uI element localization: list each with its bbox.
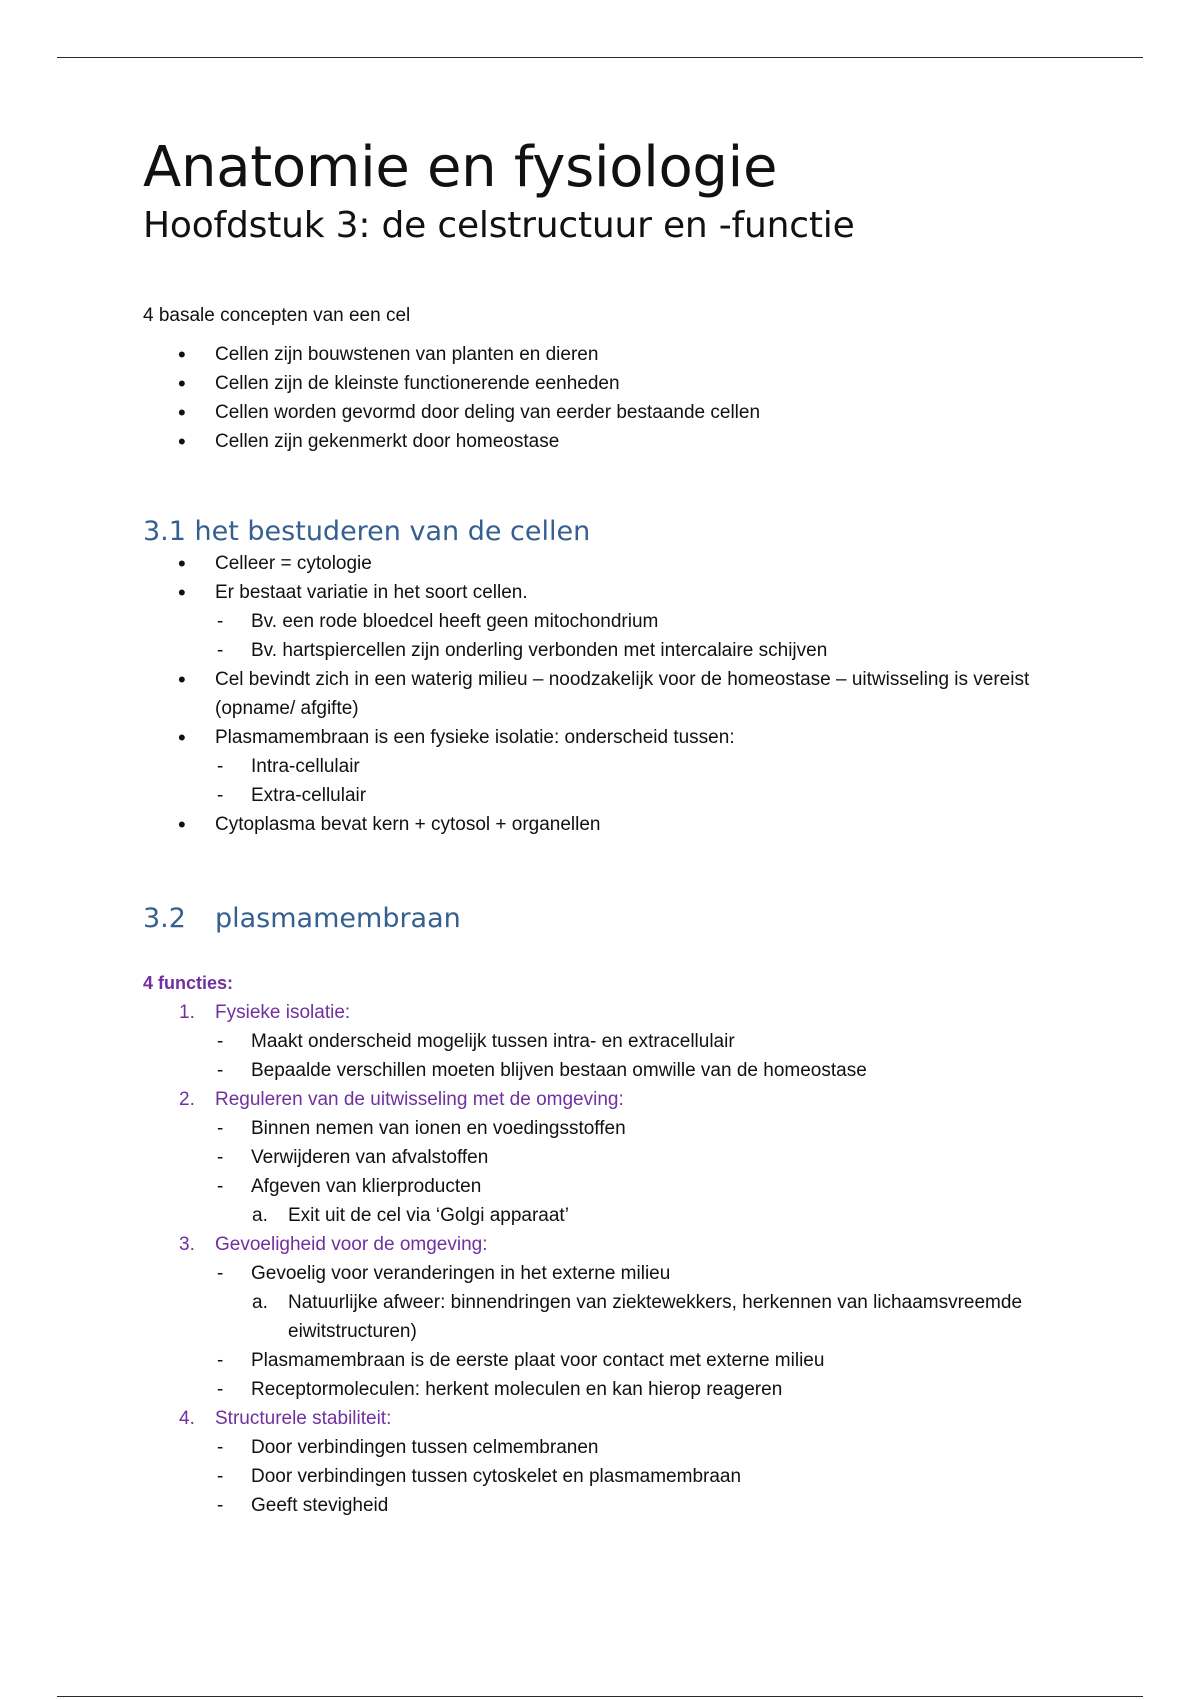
function-item: 3. Gevoeligheid voor de omgeving:: [179, 1233, 488, 1255]
list-item: • Cellen zijn gekenmerkt door homeostase: [178, 429, 560, 455]
sub-sub-list-item: a. Natuurlijke afweer: binnendringen van ziektewekkers, herkennen van lichaamsvreemde eiwitstructuren): [252, 1291, 1023, 1342]
sub-list-item: - Bepaalde verschillen moeten blijven bestaan omwille van de homeostase: [217, 1059, 867, 1081]
sub-list-item: - Bv. een rode bloedcel heeft geen mitochondrium: [217, 610, 659, 632]
top-rule: [57, 57, 1143, 58]
functions-list: [143, 998, 1073, 1520]
list-item: • Cellen worden gevormd door deling van eerder bestaande cellen: [178, 400, 761, 426]
section-heading-3-1: 3.1 het bestuderen van de cellen: [143, 516, 591, 548]
list-item: • Celleer = cytologie: [178, 550, 372, 576]
sub-list-item: - Intra-cellulair: [217, 755, 360, 777]
sub-list-item: - Plasmamembraan is de eerste plaat voor contact met externe milieu: [217, 1349, 825, 1371]
section-title: plasmamembraan: [215, 902, 461, 934]
section-heading-3-2: [143, 903, 1073, 935]
list-item: • Cellen zijn de kleinste functionerende eenheden: [178, 371, 620, 397]
sub-list-item: - Binnen nemen van ionen en voedingsstoffen: [217, 1117, 626, 1139]
bottom-rule: [57, 1696, 1143, 1697]
sub-list-item: - Gevoelig voor veranderingen in het externe milieu: [217, 1262, 671, 1284]
intro-bullet-list: [143, 340, 1073, 456]
document-subtitle: Hoofdstuk 3: de celstructuur en -functie: [143, 205, 855, 246]
sub-list-item: - Maakt onderscheid mogelijk tussen intra- en extracellulair: [217, 1030, 735, 1052]
section-number: 3.2: [143, 902, 186, 934]
document-title: Anatomie en fysiologie: [143, 135, 778, 200]
section-3-1-list: [143, 549, 1073, 839]
function-item: 1. Fysieke isolatie:: [179, 1001, 351, 1023]
document-page: [143, 135, 1073, 1520]
sub-list-item: - Receptormoleculen: herkent moleculen en kan hierop reageren: [217, 1378, 783, 1400]
intro-label: 4 basale concepten van een cel: [143, 305, 411, 327]
list-item: • Er bestaat variatie in het soort cellen.: [178, 579, 528, 605]
list-item: • Cytoplasma bevat kern + cytosol + organellen: [178, 811, 601, 837]
functions-label: 4 functies:: [143, 972, 234, 993]
function-item: 2. Reguleren van de uitwisseling met de omgeving:: [179, 1088, 624, 1110]
list-item: • Cellen zijn bouwstenen van planten en dieren: [178, 342, 599, 368]
sub-list-item: - Extra-cellulair: [217, 784, 367, 806]
function-item: 4. Structurele stabiliteit:: [179, 1407, 392, 1429]
sub-list-item: - Door verbindingen tussen celmembranen: [217, 1436, 599, 1458]
list-item: • Cel bevindt zich in een waterig milieu – noodzakelijk voor de homeostase – uitwisseling is vereist (opname/ afgifte): [178, 666, 1030, 719]
sub-list-item: - Verwijderen van afvalstoffen: [217, 1146, 489, 1168]
sub-list-item: - Afgeven van klierproducten: [217, 1175, 482, 1197]
sub-list-item: - Door verbindingen tussen cytoskelet en plasmamembraan: [217, 1465, 742, 1487]
sub-list-item: - Bv. hartspiercellen zijn onderling verbonden met intercalaire schijven: [217, 639, 828, 661]
sub-sub-list-item: a. Exit uit de cel via ‘Golgi apparaat’: [252, 1204, 569, 1226]
sub-list-item: - Geeft stevigheid: [217, 1494, 389, 1516]
list-item: • Plasmamembraan is een fysieke isolatie: onderscheid tussen:: [178, 724, 735, 750]
